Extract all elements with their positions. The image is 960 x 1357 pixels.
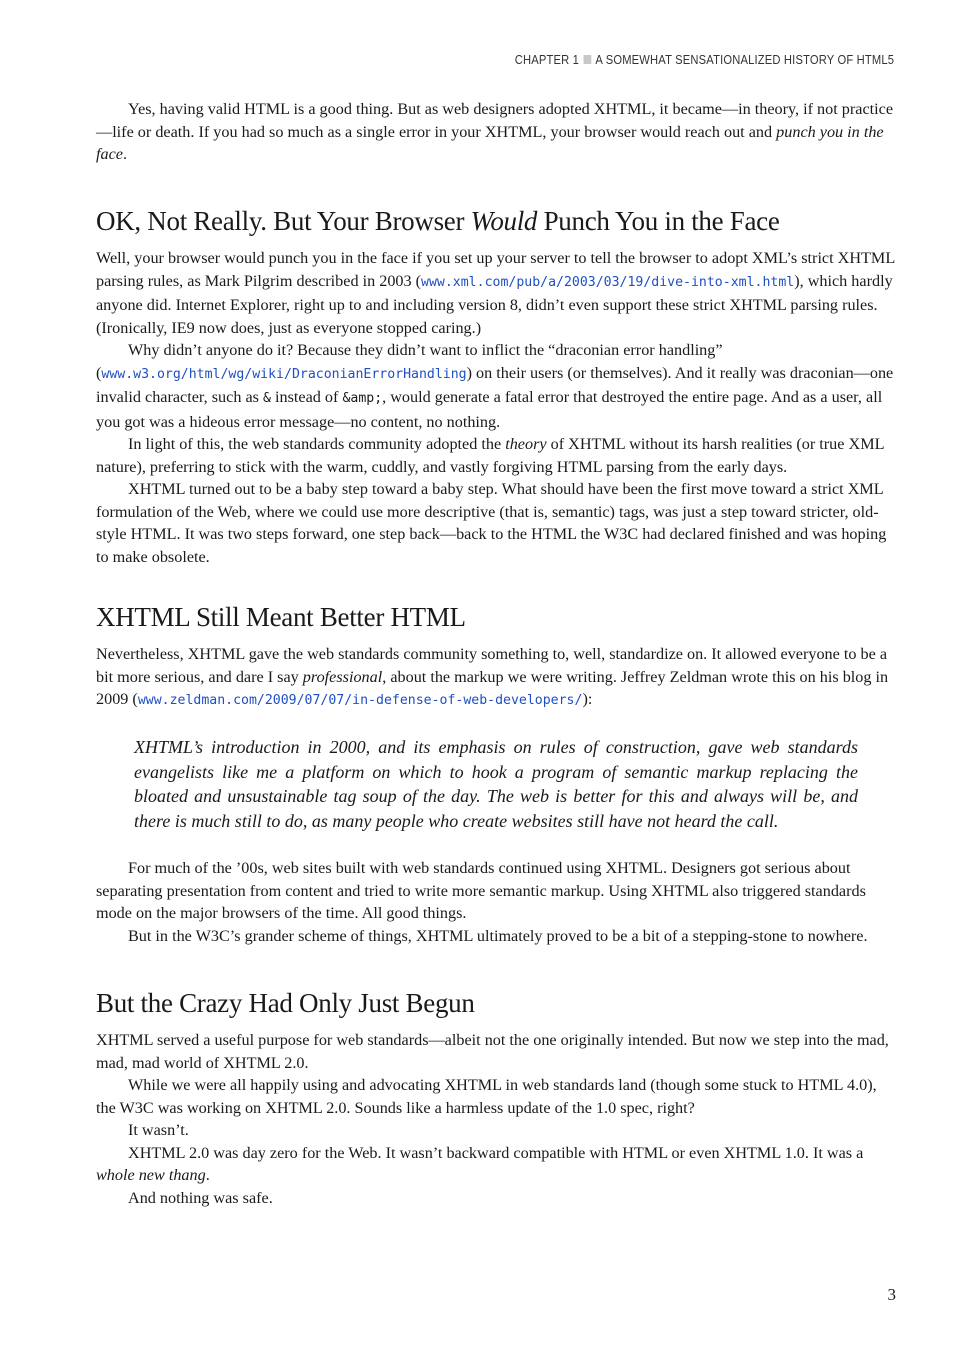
text: Why didn’t anyone do it? Because they didn’t want to inflict the “draconian error handling” ( (96, 341, 723, 382)
separator-square-icon (583, 55, 591, 64)
page-number: 3 (887, 1285, 896, 1304)
text: , about the markup we were writing. Jeffrey Zeldman wrote this on his blog in 2009 ( (96, 667, 889, 708)
section-punch (96, 204, 896, 238)
text: of XHTML without its harsh realities (or true XML nature), preferring to stick with the warm, cuddly, and vastly forgiving HTML parsing from the early days. (96, 435, 884, 476)
paragraph (96, 643, 896, 713)
section-crazy (96, 986, 896, 1020)
paragraph: XHTML turned out to be a baby step toward a baby step. What should have been the first move toward a strict XML formulation of the Web, where we could use more descriptive (that is, semantic) tags, was just a step toward stricter, old-style HTML. It was two steps forward, one step back—back to the HTML the W3C had declared finished and was hoping to make obsolete. (96, 480, 887, 566)
section-heading: But the Crazy Had Only Just Begun (96, 988, 475, 1018)
paragraph (96, 1142, 896, 1187)
text: Yes, having valid HTML is a good thing. But as web designers adopted XHTML, it became—in theory, if not practice—life or death. If you had so much as a single error in your XHTML, your browser would reach out and (96, 100, 894, 141)
text: . (122, 145, 128, 163)
text: OK, Not Really. But Your Browser (96, 206, 471, 236)
section-crazy-body (96, 1029, 896, 1209)
text: , would generate a fatal error that destroyed the entire page. And as a user, all you got was a hideous error message—no content, no nothing. (96, 388, 883, 431)
section-punch-body (96, 247, 896, 568)
section-heading: XHTML Still Meant Better HTML (96, 602, 466, 632)
emphasis: Would (470, 206, 538, 236)
paragraph (96, 433, 896, 478)
paragraph: XHTML served a useful purpose for web standards—albeit not the one originally intended. But now we step into the mad, mad, mad world of XHTML 2.0. (96, 1031, 889, 1072)
text: Nevertheless, XHTML gave the web standards community something to, well, standardize on. It allowed everyone to be a bit more serious, and dare I say (96, 645, 888, 686)
text: In light of this, the web standards community adopted the (128, 435, 506, 453)
code: &amp; (342, 391, 383, 406)
section-better-html-body-2 (96, 857, 896, 947)
text: XHTML 2.0 was day zero for the Web. It wasn’t backward compatible with HTML or even XHTML 1.0. It was a (128, 1143, 864, 1162)
code: & (263, 391, 271, 406)
text: ): (582, 690, 593, 708)
chapter-label: CHAPTER 1 (514, 52, 579, 67)
paragraph: It wasn’t. (128, 1121, 189, 1139)
paragraph: But in the W3C’s grander scheme of things, XHTML ultimately proved to be a bit of a stepping-stone to nowhere. (128, 926, 868, 945)
link-dive-into-xml[interactable]: www.xml.com/pub/a/2003/03/19/dive-into-xml.html (421, 274, 795, 290)
intro-paragraph-block (96, 98, 896, 166)
section-heading (96, 204, 896, 238)
text: Well, your browser would punch you in the face if you set up your server to tell the browser to adopt XML’s strict XHTML parsing rules, as Mark Pilgrim described in 2003 ( (96, 249, 895, 290)
link-zeldman[interactable]: www.zeldman.com/2009/07/07/in-defense-of-web-developers/ (137, 693, 583, 708)
section-better-html-body (96, 643, 896, 713)
emphasis: professional (302, 667, 383, 686)
section-better-html (96, 600, 896, 634)
paragraph (96, 339, 896, 433)
emphasis: theory (505, 435, 547, 453)
chapter-title: A SOMEWHAT SENSATIONALIZED HISTORY OF HTML5 (595, 52, 894, 67)
paragraph: And nothing was safe. (128, 1188, 273, 1207)
text: Punch You in the Face (537, 206, 780, 236)
blockquote-block (96, 735, 896, 833)
emphasis: whole new thang (96, 1166, 206, 1184)
text: instead of (270, 388, 343, 406)
emphasis: punch you in the face (96, 122, 884, 163)
paragraph: While we were all happily using and advocating XHTML in web standards land (though some stuck to HTML 4.0), the W3C was working on XHTML 2.0. Sounds like a harmless update of the 1.0 spec, right? (96, 1076, 877, 1117)
paragraph: For much of the ’00s, web sites built with web standards continued using XHTML. Designers got serious about separating presentation from content and tried to write more semantic markup. Using XHTML also triggered standards mode on the major browsers of the time. All good things. (96, 859, 866, 922)
intro-paragraph (96, 98, 896, 166)
zeldman-quote: XHTML’s introduction in 2000, and its emphasis on rules of construction, gave web standards evangelists like me a platform on which to hook a program of semantic markup replacing the bloated and unsustainable tag soup of the day. The web is better for this and always will be, and there is much still to do, as many people who create websites still have not heard the call. (134, 737, 858, 831)
text: ), which hardly anyone did. Internet Explorer, right up to and including version 8, didn’t even support these strict XHTML parsing rules. (Ironically, IE9 now does, just as everyone stopped caring.) (96, 271, 893, 337)
paragraph (96, 247, 896, 339)
text: . (205, 1166, 210, 1184)
text: ) on their users (or themselves). And it really was draconian—one invalid character, such as (96, 363, 894, 406)
running-head (515, 52, 894, 67)
link-draconian-error-handling[interactable]: www.w3.org/html/wg/wiki/DraconianErrorHandling (101, 366, 467, 382)
